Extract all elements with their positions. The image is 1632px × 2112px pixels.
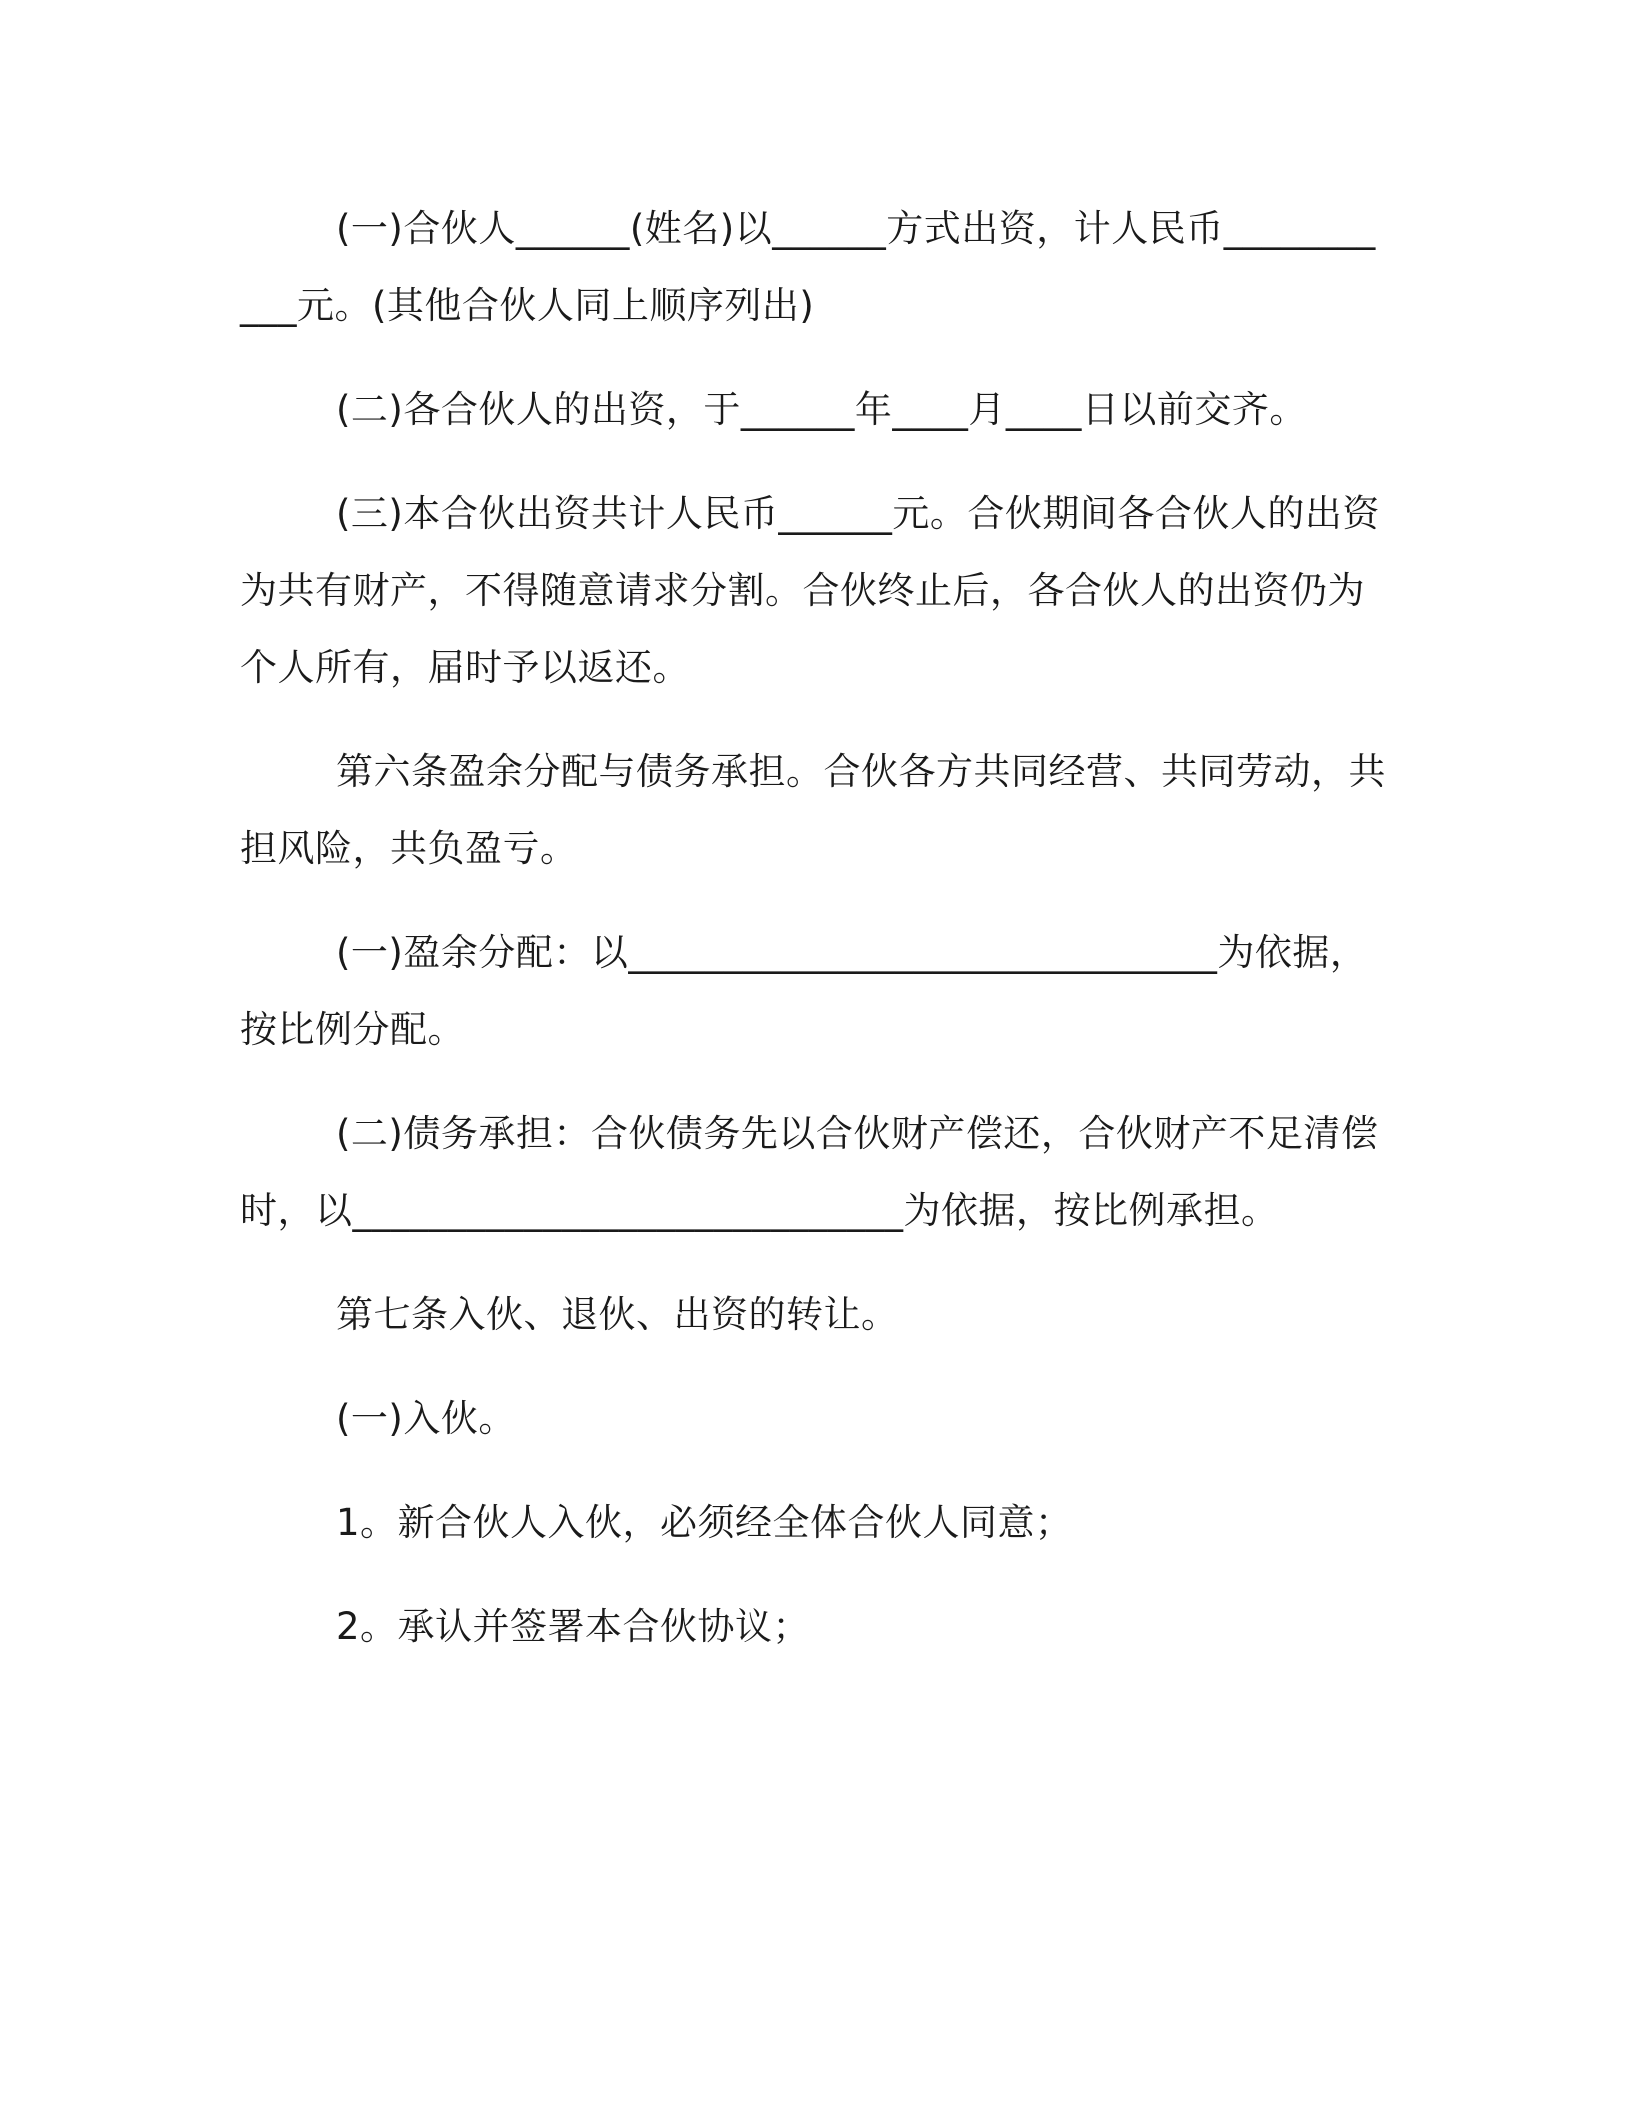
document-body [240, 190, 1390, 1665]
paragraph-admission-heading: (一)入伙。 [336, 1397, 516, 1440]
paragraph-contribution-deadline: (二)各合伙人的出资，于______年____月____日以前交齐。 [336, 388, 1307, 431]
paragraph-article-seven: 第七条入伙、退伙、出资的转让。 [336, 1293, 899, 1336]
paragraph-debt-bearing: (二)债务承担：合伙债务先以合伙财产偿还，合伙财产不足清偿时，以_____________________________为依据，按比例承担。 [240, 1112, 1379, 1232]
paragraph-profit-distribution: (一)盈余分配：以_______________________________为依据，按比例分配。 [240, 931, 1368, 1051]
paragraph-admission-item-1: 1。新合伙人入伙，必须经全体合伙人同意； [336, 1501, 1073, 1544]
paragraph-contribution-method: (一)合伙人______(姓名)以______方式出资，计人民币___________元。(其他合伙人同上顺序列出) [240, 207, 1376, 327]
paragraph-total-contribution: (三)本合伙出资共计人民币______元。合伙期间各合伙人的出资为共有财产，不得随意请求分割。合伙终止后，各合伙人的出资仍为个人所有，届时予以返还。 [240, 492, 1380, 689]
paragraph-article-six: 第六条盈余分配与债务承担。合伙各方共同经营、共同劳动，共担风险，共负盈亏。 [240, 750, 1386, 870]
paragraph-admission-item-2: 2。承认并签署本合伙协议； [336, 1605, 811, 1648]
